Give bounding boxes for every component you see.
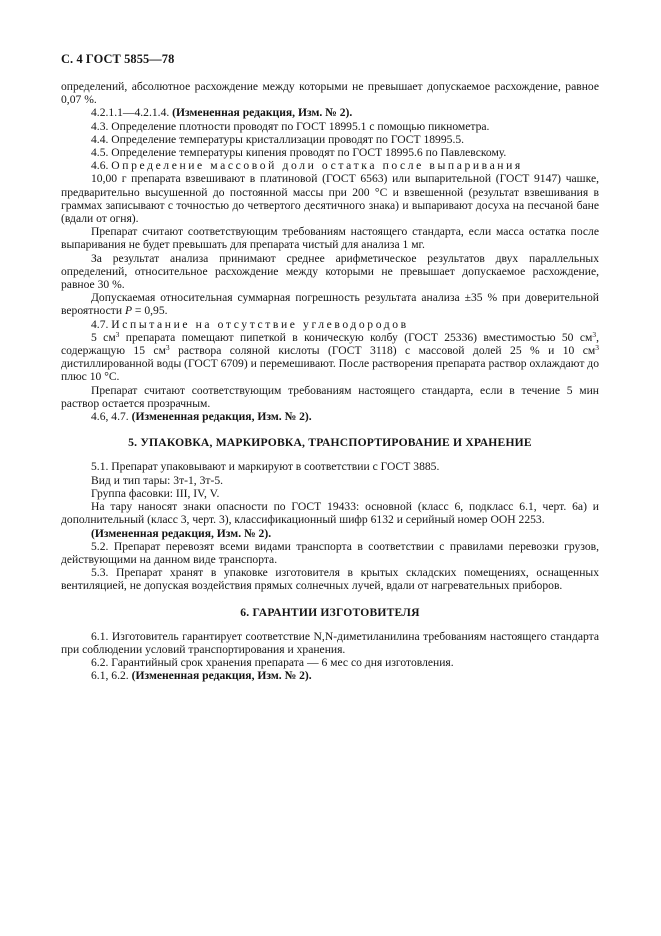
paragraph-4-4: 4.4. Определение температуры кристаллизации проводят по ГОСТ 18995.5. bbox=[91, 132, 465, 146]
clause-number: 4.2.1.1—4.2.1.4. bbox=[91, 106, 173, 120]
text-fragment: Допускаемая относительная суммарная погрешность результата анализа ±35 % при доверительной вероятности bbox=[61, 291, 599, 318]
text-fragment: = 0,95. bbox=[132, 304, 168, 318]
paragraph-6-note bbox=[61, 669, 599, 682]
paragraph-4-6-heading bbox=[61, 159, 599, 172]
page-header: С. 4 ГОСТ 5855—78 bbox=[61, 52, 175, 66]
paragraph-5-2: 5.2. Препарат перевозят всеми видами транспорта в соответствии с правилами перевозки грузов, действующими на данном виде транспорта. bbox=[61, 539, 599, 566]
amendment-note: (Измененная редакция, Изм. № 2). bbox=[131, 669, 312, 683]
paragraph-packing-group: Группа фасовки: III, IV, V. bbox=[91, 486, 220, 500]
paragraph-continuation: определений, абсолютное расхождение между которыми не превышает допускаемое расхождение, равное 0,07 %. bbox=[61, 80, 599, 107]
section-6-title: 6. ГАРАНТИИ ИЗГОТОВИТЕЛЯ bbox=[240, 605, 420, 619]
amendment-note: (Измененная редакция, Изм. № 2). bbox=[172, 106, 353, 120]
amendment-note: (Измененная редакция, Изм. № 2). bbox=[91, 526, 272, 540]
paragraph-residue-procedure: 10,00 г препарата взвешивают в платиновой (ГОСТ 6563) или выпарительной (ГОСТ 9147) чашке, предварительно высушенной до постоянной массы при 200 °С и взвешенной (результат взвешивания в граммах записывают с точностью до четвертого десятичного знака) и выпаривают досуха на песчаной бане (вдали от огня). bbox=[61, 172, 599, 226]
paragraph-hydrocarbon-criterion: Препарат считают соответствующим требованиям настоящего стандарта, если в течение 5 мин раствор остается прозрачным. bbox=[61, 383, 599, 410]
paragraph-5-1: 5.1. Препарат упаковывают и маркируют в соответствии с ГОСТ 3885. bbox=[91, 460, 440, 474]
paragraph-6-1: 6.1. Изготовитель гарантирует соответствие N,N-диметиланилина требованиям настоящего стандарта при соблюдении условий транспортирования и хранения. bbox=[61, 629, 599, 656]
paragraph-4-2-1-note bbox=[61, 106, 599, 119]
paragraph-4-7-heading bbox=[61, 318, 599, 331]
paragraph-5-3: 5.3. Препарат хранят в упаковке изготовителя в крытых складских помещениях, оснащенных вентиляцией, не допуская воздействия прямых солнечных лучей, вдали от нагревательных приборов. bbox=[61, 566, 599, 593]
superscript: 3 bbox=[165, 343, 170, 353]
spaced-heading: Определение массовой доли остатка после выпаривания bbox=[111, 159, 523, 173]
clause-number: 6.1, 6.2. bbox=[91, 669, 132, 683]
paragraph-5-note bbox=[61, 527, 599, 540]
amendment-note: (Измененная редакция, Изм. № 2). bbox=[131, 410, 312, 424]
text-fragment: дистиллированной воды (ГОСТ 6709) и перемешивают. После растворения препарата раствор охлаждают до плюс 10 °С. bbox=[61, 357, 599, 384]
paragraph-6-2: 6.2. Гарантийный срок хранения препарата — 6 мес со дня изготовления. bbox=[91, 656, 454, 670]
paragraph-analysis-result: За результат анализа принимают среднее арифметическое результатов двух параллельных определений, относительное расхождение между которыми не превышает допускаемое расхождение, равное 30 %. bbox=[61, 251, 599, 292]
paragraph-4-6-4-7-note bbox=[61, 410, 599, 423]
paragraph-4-3: 4.3. Определение плотности проводят по ГОСТ 18995.1 с помощью пикнометра. bbox=[91, 119, 490, 133]
paragraph-4-5: 4.5. Определение температуры кипения проводят по ГОСТ 18995.6 по Павлевскому. bbox=[91, 146, 507, 160]
text-fragment: , содержащую 15 см bbox=[61, 330, 599, 358]
paragraph-container-type: Вид и тип тары: 3т-1, 3т-5. bbox=[91, 473, 224, 487]
superscript: 3 bbox=[595, 343, 599, 353]
section-5-title: 5. УПАКОВКА, МАРКИРОВКА, ТРАНСПОРТИРОВАНИЕ И ХРАНЕНИЕ bbox=[128, 436, 532, 450]
spaced-heading: Испытание на отсутствие углеводородов bbox=[111, 317, 409, 331]
text-fragment: препарата помещают пипеткой в коническую колбу (ГОСТ 25336) вместимостью 50 см bbox=[119, 330, 593, 344]
superscript: 3 bbox=[115, 329, 120, 339]
page-content bbox=[61, 80, 599, 683]
paragraph-hazard-marks: На тару наносят знаки опасности по ГОСТ 19433: основной (класс 6, подкласс 6.1, черт. 6а) и дополнительный (класс 3, черт. 3), классификационный шифр 6132 и серийный номер ООН 2253. bbox=[61, 500, 599, 527]
clause-number: 4.6. bbox=[91, 159, 112, 173]
probability-symbol: P bbox=[124, 304, 133, 318]
text-fragment: 5 см bbox=[91, 330, 116, 344]
clause-number: 4.7. bbox=[91, 317, 112, 331]
superscript: 3 bbox=[592, 329, 597, 339]
text-fragment: раствора соляной кислоты (ГОСТ 3118) с массовой долей 25 % и 10 см bbox=[169, 344, 596, 358]
clause-number: 4.6, 4.7. bbox=[91, 410, 132, 424]
paragraph-hydrocarbon-procedure bbox=[61, 331, 599, 384]
paragraph-residue-criterion: Препарат считают соответствующим требованиям настоящего стандарта, если масса остатка после выпаривания не будет превышать для препарата чистый для анализа 1 мг. bbox=[61, 225, 599, 252]
paragraph-error-tolerance bbox=[61, 291, 599, 317]
